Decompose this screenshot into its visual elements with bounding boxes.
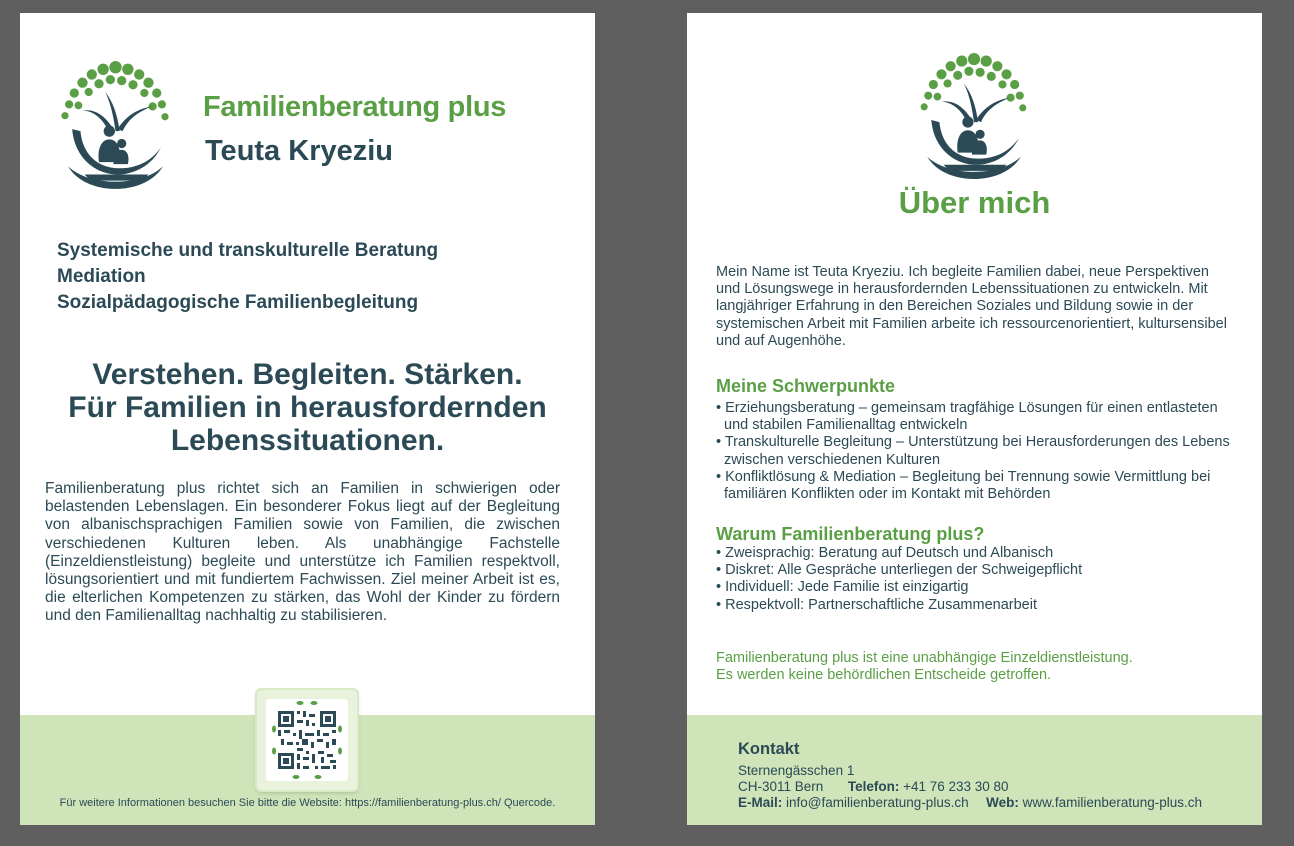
headline [20,358,595,457]
service-item: Sozialpädagogische Familienbegleitung [57,292,419,313]
contact-city: CH-3011 Bern [738,779,824,795]
contact-block [738,763,1202,812]
note-line: Es werden keine behördlichen Entscheide getroffen. [716,667,1052,684]
qr-code-card[interactable] [257,690,357,790]
web-label: Web: [986,795,1019,811]
independence-note [716,650,1133,684]
service-list [57,238,438,316]
list-item: • Zweisprachig: Beratung auf Deutsch und Albanisch [716,545,1054,561]
focus-list [716,400,1241,503]
flyer-front-page [20,13,595,825]
why-list [716,545,1241,614]
contact-street: Sternengässchen 1 [738,763,855,778]
about-paragraph: Mein Name ist Teuta Kryeziu. Ich begleite Familien dabei, neue Perspektiven und Lösungswege in herausfordernden Lebenssituationen zu entwickeln. Mit langjähriger Erfahrung in den Bereichen Soziales und Bildung sowie in der systemischen Arbeit mit Familien arbeite ich ressourcenorientiert, kultursensibel und auf Augenhöhe. [716,264,1227,349]
brand-name: Teuta Kryeziu [205,135,394,167]
phone-label: Telefon: [847,779,900,795]
why-heading: Warum Familienberatung plus? [716,524,985,544]
contact-heading: Kontakt [738,740,800,758]
headline-line: Lebenssituationen. [170,424,445,457]
phone-number[interactable]: +41 76 233 30 80 [903,779,1009,795]
focus-heading: Meine Schwerpunkte [716,376,896,396]
list-item: • Transkulturelle Begleitung – Unterstützung bei Herausforderungen des Lebens zwischen verschiedenen Kulturen [716,434,1230,468]
list-item: • Individuell: Jede Familie ist einzigartig [716,579,969,596]
intro-paragraph: Familienberatung plus richtet sich an Familien in schwierigen oder belastenden Lebenslagen. Ein besonderer Fokus liegt auf der Begleitung von albanischsprachigen Familien sowie von Familien, die zwischen verschiedenen Kulturen leben. Als unabhängige Fachstelle (Einzeldienstleistung) begleite und unterstütze ich Familien respektvoll, lösungsorientiert und mit fundiertem Fachwissen. Ziel meiner Arbeit ist es, die elterlichen Kompetenzen zu stärken, das Wohl der Kinder zu fördern und den Familienalltag nachhaltig zu stabilisieren. [45,480,560,625]
list-item: • Erziehungsberatung – gemeinsam tragfähige Lösungen für einen entlasteten und stabilen Familienalltag entwickeln [716,400,1218,434]
website-note: Für weitere Informationen besuchen Sie bitte die Website: https://familienberatung-plus.ch/ Quercode. [59,797,556,809]
brand-title: Familienberatung plus [203,91,507,123]
web-link[interactable]: www.familienberatung-plus.ch [1022,795,1202,811]
tree-family-logo-icon [53,59,178,193]
headline-line: Für Familien in herausfordernden [68,391,547,424]
list-item: • Diskret: Alle Gespräche unterliegen der Schweigepflicht [716,562,1083,579]
service-item: Systemische und transkulturelle Beratung [57,240,439,261]
email-label: E-Mail: [738,795,783,811]
flyer-back-page [687,13,1262,825]
list-item: • Respektvoll: Partnerschaftliche Zusammenarbeit [716,596,1037,613]
note-line: Familienberatung plus ist eine unabhängige Einzeldienstleistung. [716,650,1133,666]
service-item: Mediation [57,266,146,287]
tree-family-logo-icon [913,49,1035,185]
email-link[interactable]: info@familienberatung-plus.ch [786,795,969,811]
about-title: Über mich [898,185,1051,220]
qr-code-icon [266,699,348,781]
headline-line: Verstehen. Begleiten. Stärken. [92,358,523,391]
list-item: • Konfliktlösung & Mediation – Begleitung bei Trennung sowie Vermittlung bei familiären Konflikten oder im Kontakt mit Behörden [716,468,1211,503]
